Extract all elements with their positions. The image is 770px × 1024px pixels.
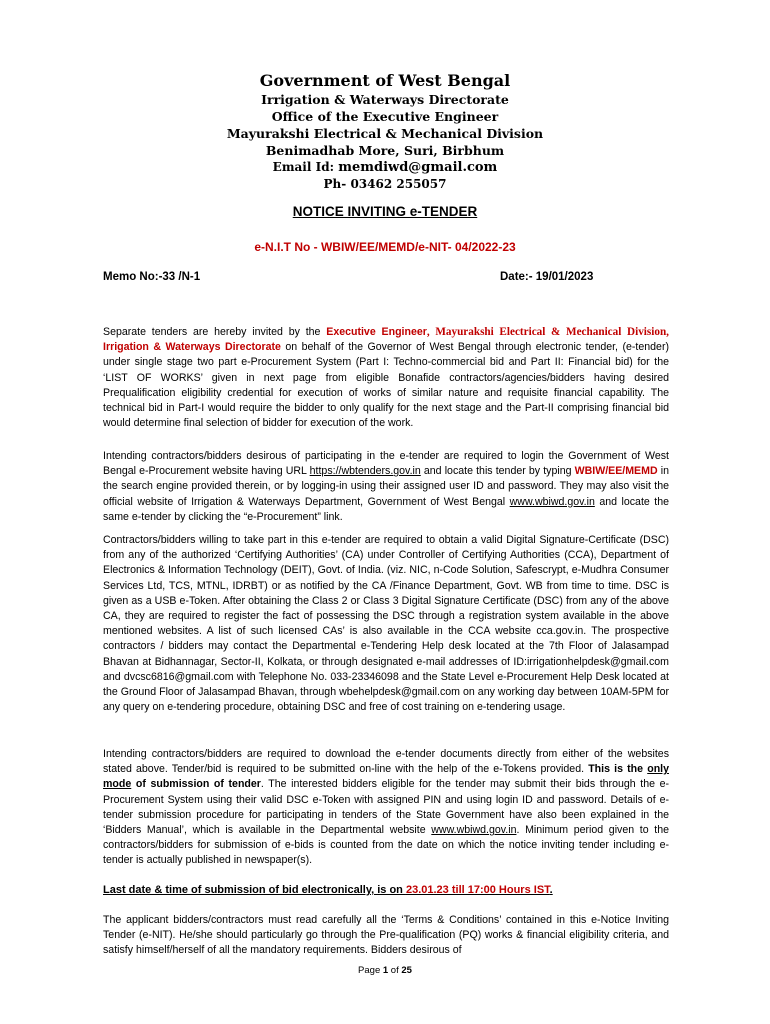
- p1-text-a: Separate tenders are hereby invited by the: [103, 326, 327, 338]
- notice-date: Date:- 19/01/2023: [500, 271, 594, 283]
- wbtenders-link[interactable]: https://wbtenders.gov.in: [309, 465, 421, 478]
- p2-search-code: WBIW/EE/MEMD: [574, 465, 658, 478]
- paragraph-dsc: Contractors/bidders willing to take part in this e-tender are required to obtain a valid Digital Signature-Certificate (DSC) from any of the authorized ‘Certifying Authorities’ (CA) under Controller of Certifying Authorities (CCA), Department of Electronics & Information Technology (DEIT), Govt. of India. (viz. NIC, n-Code Solution, Safescrypt, e-Mudhra Consumer Services Ltd, TCS, MTNL, IDRBT) or as notified by the CA /Finance Department, Govt. WB from time to time. DSC is given as a USB e-Token. After obtaining the Class 2 or Class 3 Digital Signature Certificate (DSC) from any of the above CA, they are required to register the fact of possessing the DSC through a registration system available in the above mentioned websites. A list of such licensed CAs’ is also available in the CCA website cca.gov.in. The prospective contractors / bidders may contact the Departmental e-Tendering Help desk located at the 7th Floor of Jalasampad Bhavan at Bidhannagar, Sector-II, Kolkata, or through designated e-mail addresses of ID:irrigationhelpdesk@gmail.com and dvcsc6816@gmail.com with Telephone No. 033-23346098 and the State Level e-Procurement Help Desk located at the Ground Floor of Jalasampad Bhavan, through wbehelpdesk@gmail.com on any working day between 10AM-5PM for any query on e-tendering procedure, obtaining DSC and free of cost training on e-tendering usage.: [103, 534, 669, 714]
- wbiwd-link-2[interactable]: www.wbiwd.gov.in: [431, 824, 517, 837]
- p4-text-c: . The interested bidders eligible for the tender may submit their bids through the e-Procurement System using their valid DSC e-Token with assigned PIN and using login ID and password. Details of e-tender submission procedure for participating in tenders of the State Government have also been explained in the ‘Bidders Manual’, which is available in the Departmental website: [103, 778, 669, 837]
- nit-number: e-N.I.T No - WBIW/EE/MEMD/e-NIT- 04/2022-23: [254, 240, 516, 254]
- p2-text-c: in the search engine provided therein, or by logging-in using their assigned user ID and password. They may also visit the official website of Irrigation & Waterways Department, Government of West Bengal: [103, 465, 669, 508]
- email-label: Email Id:: [272, 160, 339, 174]
- p4-bold-b: of submission of tender: [131, 778, 261, 791]
- last-date-end: .: [549, 884, 553, 896]
- footer-page-label: Page: [358, 965, 383, 976]
- p2-text-d: and locate the same e-tender by clicking the “e-Procurement” link.: [103, 495, 669, 523]
- notice-title: NOTICE INVITING e-TENDER: [292, 204, 478, 219]
- p2-text-b: and locate this tender by typing: [420, 465, 575, 478]
- p4-only-mode: only mode: [103, 763, 669, 791]
- wbiwd-link[interactable]: www.wbiwd.gov.in: [509, 495, 595, 508]
- footer-page-number: 1: [382, 965, 389, 976]
- p1-directorate: Irrigation & Waterways Directorate: [103, 341, 281, 354]
- p1-executive-engineer: Executive Engineer: [326, 326, 427, 338]
- paragraph-invitation: [103, 325, 669, 431]
- paragraph-login: [103, 449, 669, 525]
- footer-of-label: of: [388, 965, 402, 976]
- government-title: Government of West Bengal: [259, 71, 511, 90]
- directorate-line: Irrigation & Waterways Directorate: [261, 92, 509, 107]
- last-date-label: Last date & time of submission of bid electronically, is on: [103, 884, 406, 896]
- last-date-value: 23.01.23 till 17:00 Hours IST: [405, 884, 550, 896]
- paragraph-download: [103, 747, 669, 869]
- p2-text-a: Intending contractors/bidders desirous of participating in the e-tender are required to login the Government of West Bengal e-Procurement website having URL: [103, 450, 669, 478]
- division-line: Mayurakshi Electrical & Mechanical Division: [226, 126, 544, 141]
- last-date-line: [103, 884, 553, 896]
- paragraph-terms: The applicant bidders/contractors must read carefully all the ‘Terms & Conditions’ contained in this e-Notice Inviting Tender (e-NIT). He/she should particularly go through the Pre-qualification (PQ) works & financial eligibility criteria, and satisfy himself/herself of all the mandatory requirements. Bidders desirous of: [103, 914, 669, 957]
- page-footer: [0, 965, 770, 976]
- p1-division: , Mayurakshi Electrical & Mechanical Division,: [426, 326, 669, 338]
- email-line: [0, 160, 770, 175]
- p1-text-e: on behalf of the Governor of West Bengal through electronic tender, (e-tender) under single stage two part e-Procurement System (Part I: Techno-commercial bid and Part II: Financial bid) for the ‘LIST OF WORKS’ given in next page from eligible Bonafide contractors/agencies/bidders having desired Prequalification eligibility credential for execution of works of similar nature and requisite financial capability. The technical bid in Part-I would require the bidder to only qualify for the next stage and the Part-II comprising financial bid would determine final selection of bidder for execution of the work.: [103, 341, 669, 430]
- email-address: memdiwd@gmail.com: [338, 160, 498, 175]
- footer-total-pages: 25: [401, 965, 412, 976]
- p4-text-a: Intending contractors/bidders are required to download the e-tender documents directly from either of the websites stated above. Tender/bid is required to be submitted on-line with the help of the e-Tokens provided.: [103, 748, 669, 776]
- office-line: Office of the Executive Engineer: [271, 109, 499, 124]
- p4-bold-a: This is the: [588, 763, 648, 776]
- phone-line: Ph- 03462 255057: [323, 177, 447, 191]
- p4-text-d: . Minimum period given to the contractors/bidders for submission of e-bids is counted from the date on which the notice inviting tender including e-tender is actually published in newspaper(s).: [103, 824, 670, 867]
- address-line: Benimadhab More, Suri, Birbhum: [265, 143, 505, 158]
- memo-number: Memo No:-33 /N-1: [103, 271, 201, 283]
